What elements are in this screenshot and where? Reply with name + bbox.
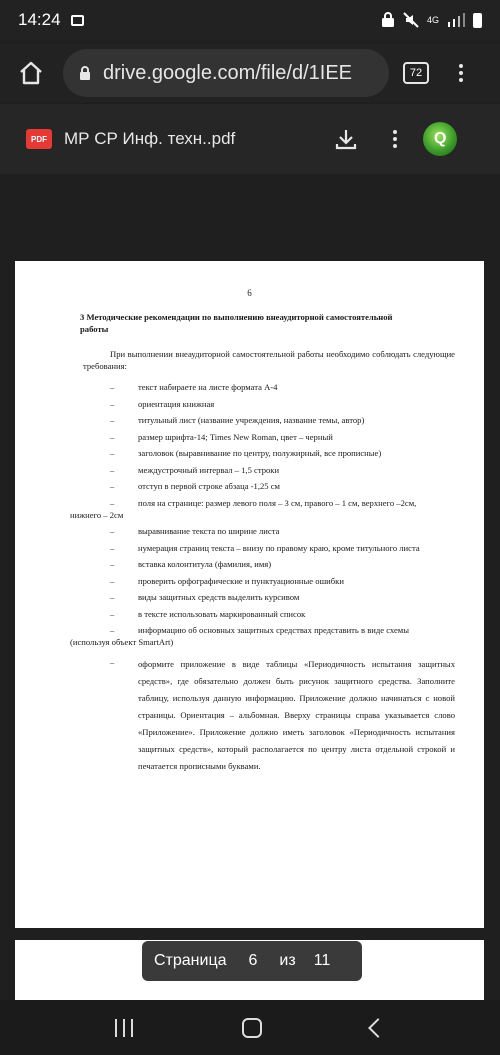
list-item: – проверить орфографические и пунктуационные ошибки: [110, 575, 344, 586]
lock-icon: [79, 65, 91, 81]
file-title: МР СР Инф. техн..pdf: [64, 129, 236, 148]
page-indicator: [142, 941, 362, 981]
list-item: – титульный лист (название учреждения, название темы, автор): [110, 415, 365, 425]
page-indicator-of: из: [279, 952, 296, 969]
download-icon: [334, 127, 358, 151]
page-number: 6: [247, 288, 252, 298]
signal-icon: [447, 13, 465, 27]
recent-apps-icon: [115, 1019, 117, 1037]
viewer-header: [0, 104, 500, 174]
list-item: – поля на странице: размер левого поля – 3 см, правого – 1 см, верхнего –2см, нижнего – 2см: [70, 497, 417, 520]
status-time: 14:24: [18, 10, 61, 29]
appendix-instructions: [83, 656, 455, 775]
page-indicator-current: 6: [248, 952, 258, 969]
tab-switcher-button[interactable]: 72: [403, 62, 429, 84]
list-item: – размер шрифта-14; Times New Roman, цвет – черный: [110, 431, 333, 442]
list-item: – междустрочный интервал – 1,5 строки: [110, 464, 280, 475]
viewer-menu-button[interactable]: [387, 124, 403, 154]
list-item: – в тексте использовать маркированный список: [110, 608, 306, 619]
intro-paragraph: При выполнении внеаудиторной самостоятельной работы необходимо соблюдать следующие требования:: [83, 349, 455, 371]
address-bar[interactable]: [63, 49, 389, 97]
account-avatar[interactable]: Q: [423, 122, 457, 156]
document-heading: 3 Методические рекомендации по выполнению внеаудиторной самостоятельной работы: [80, 312, 393, 334]
appendix-text: оформите приложение в виде таблицы «Периодичность испытания защитных средств», где обязательно должен быть рисунок защитного средства. Заполните таблицу, используя данную информацию. Приложение должно начинаться с новой страницы. Ориентация – альбомная. Вверху страницы справа указывается слово «Приложение». Приложение должно иметь заголовок «Периодичность испытания защитных средств», который располагается по центру листа отдельной строкой и печатается прописными буквами.: [138, 659, 455, 771]
list-item: – виды защитных средств выделить курсивом: [110, 592, 300, 602]
home-button[interactable]: [9, 51, 53, 95]
list-item: – информацию об основных защитных средствах представить в виде схемы (используя объект SmartArt): [70, 625, 410, 647]
back-button[interactable]: [368, 1018, 388, 1038]
network-type: 4G: [426, 15, 439, 25]
list-item: – отступ в первой строке абзаца -1,25 см: [110, 481, 280, 491]
recent-apps-button[interactable]: [115, 1019, 133, 1037]
url-text: drive.google.com/file/d/1IEE: [103, 61, 353, 84]
more-icon: [459, 64, 463, 68]
status-bar: [0, 0, 500, 40]
image-notification-icon: [71, 15, 84, 26]
home-icon: [18, 61, 44, 85]
more-vert-icon: [393, 130, 397, 134]
page-indicator-total: 11: [313, 952, 331, 969]
list-item: – выравнивание текста по ширине листа: [110, 526, 280, 536]
list-item: – ориентация книжная: [110, 398, 215, 409]
list-item: – нумерация страниц текста – внизу по правому краю, кроме титульного листа: [110, 542, 420, 553]
download-button[interactable]: [331, 124, 361, 154]
list-item: – текст набираете на листе формата А-4: [110, 382, 278, 392]
status-indicators: [381, 12, 482, 28]
pdf-page: [15, 261, 484, 928]
list-item: – заголовок (выравнивание по центру, полужирный, все прописные): [110, 448, 382, 458]
mute-icon: [403, 12, 419, 28]
system-home-button[interactable]: [242, 1018, 262, 1038]
page-indicator-label: Страница: [154, 952, 227, 969]
pdf-file-icon: PDF: [26, 129, 52, 149]
lock-notification-icon: [381, 12, 395, 28]
browser-toolbar: [0, 44, 500, 102]
list-item: – вставка колонтитула (фамилия, имя): [110, 559, 272, 569]
battery-icon: [473, 13, 482, 28]
requirements-list: [70, 381, 455, 653]
system-nav-bar: [0, 1000, 500, 1055]
browser-menu-button[interactable]: [451, 58, 471, 88]
appendix-dash: –: [110, 657, 115, 667]
